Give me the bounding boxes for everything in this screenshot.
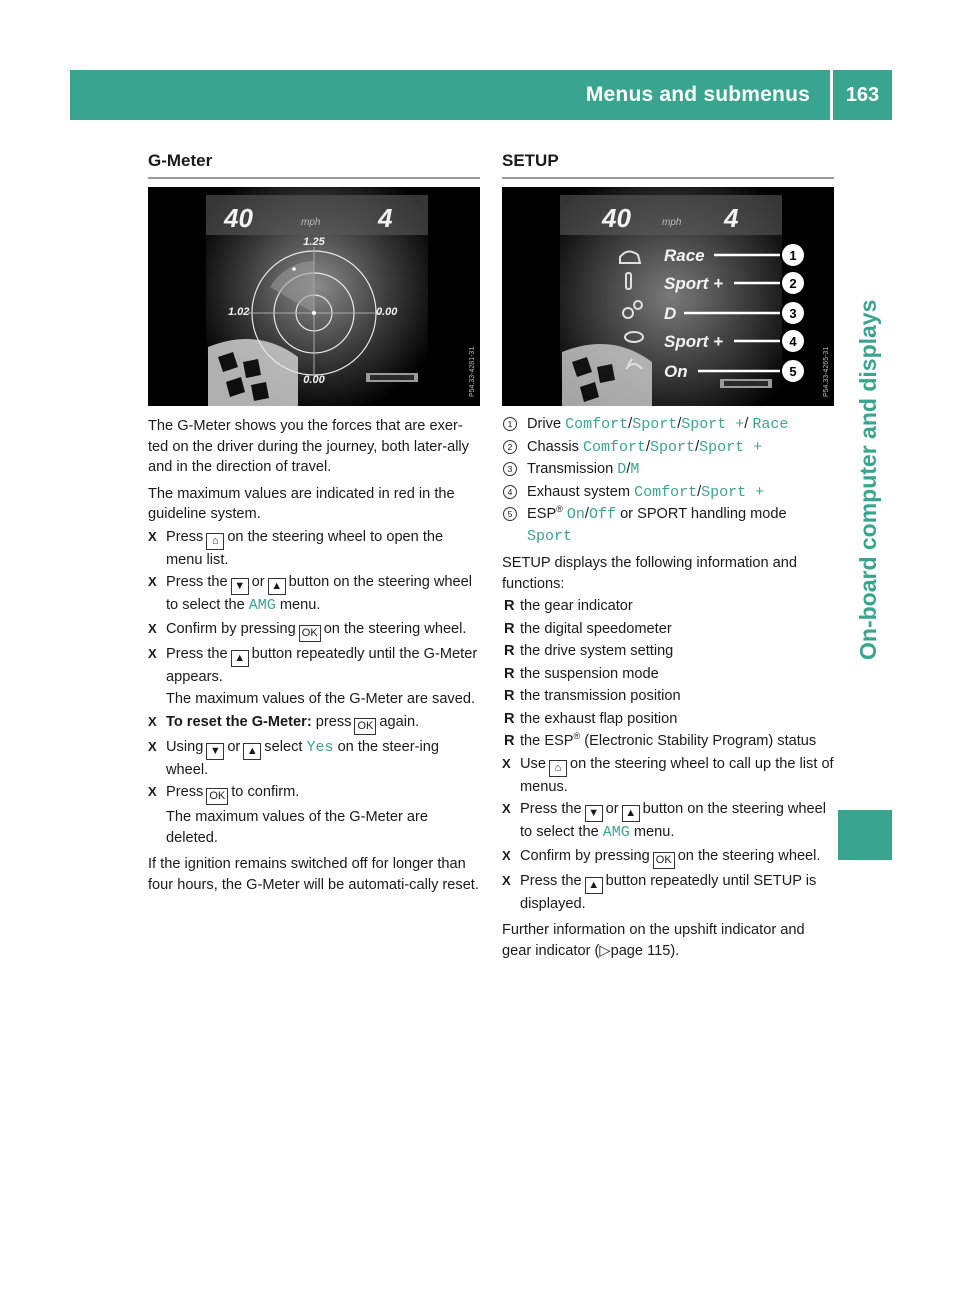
separator: /	[626, 461, 631, 477]
bullet-text: the suspension mode	[520, 665, 659, 682]
legend-label: Exhaust system	[527, 483, 631, 500]
legend-text: or SPORT handling mode	[620, 506, 787, 522]
section-title: Menus and submenus	[585, 83, 810, 106]
option: D	[617, 461, 627, 478]
checkered-flag-graphic	[208, 339, 298, 406]
step-arrow-icon: X	[502, 872, 511, 888]
callout-number: 5	[789, 364, 797, 379]
step-arrow-icon: X	[502, 847, 511, 863]
page-reference-link[interactable]: page 115).	[610, 942, 680, 959]
separator: /	[645, 438, 651, 455]
step-text: button repeatedly until SETUP is displayed.	[520, 872, 817, 912]
gear-readout: 4	[724, 203, 739, 233]
step-arrow-icon: X	[148, 620, 157, 636]
callout-number: 2	[789, 276, 797, 291]
option: On	[566, 506, 585, 523]
step-text: to confirm.	[231, 784, 300, 800]
separator: /	[677, 416, 682, 432]
step-item	[502, 871, 834, 915]
number-badge: 4	[503, 485, 517, 499]
legend-label: Chassis	[527, 438, 579, 455]
step-text: select	[264, 738, 303, 755]
speed-unit: mph	[301, 217, 321, 228]
ok-button-icon: OK	[354, 718, 376, 735]
legend-item-drive	[502, 414, 834, 436]
amg-logo	[720, 379, 772, 388]
setup-row-transmission: D	[664, 304, 677, 323]
number-badge: 3	[503, 462, 517, 476]
g-meter-intro: The G-Meter shows you the forces that are exer-ted on the driver during the journey, both later-ally and in the direction of travel.	[148, 418, 469, 475]
bullet-text: the digital speedometer	[520, 620, 672, 637]
step-text: on the steer-ing wheel.	[166, 738, 439, 778]
step-arrow-icon: X	[148, 738, 157, 754]
step-label: To reset the G-Meter:	[166, 713, 312, 730]
step-text: Press the	[520, 801, 582, 817]
down-button-icon: ▼	[585, 805, 603, 822]
g-meter-figure	[148, 187, 480, 406]
up-button-icon: ▲	[585, 877, 603, 894]
bullet-icon: R	[504, 665, 515, 682]
setup-figure	[502, 187, 834, 406]
option: Comfort	[565, 416, 629, 433]
speed-readout: 40	[224, 203, 253, 233]
g-value-top: 1.25	[303, 236, 325, 248]
bullet-item	[502, 731, 834, 752]
figure-code: P54.33-4281-31	[469, 346, 476, 397]
step-text: Confirm by pressing	[520, 847, 650, 864]
step-item	[502, 799, 834, 844]
registered-mark: ®	[573, 731, 581, 742]
bullet-text: the exhaust flap position	[520, 710, 678, 727]
speed-readout: 40	[602, 203, 631, 233]
page-number: 163	[845, 84, 880, 106]
bullet-text: the ESP	[520, 733, 574, 749]
step-item	[148, 782, 480, 848]
figure-code: P54.33-4265-31	[823, 346, 830, 397]
step-text: menu.	[633, 824, 675, 840]
step-text: or	[227, 738, 241, 755]
home-button-icon: ⌂	[206, 533, 224, 550]
option: Sport +	[699, 438, 763, 456]
g-meter-section	[148, 150, 480, 895]
option: M	[630, 461, 640, 478]
down-button-icon: ▼	[231, 578, 249, 595]
bullet-item	[502, 641, 834, 662]
step-item	[148, 712, 480, 735]
g-value-bottom: 0.00	[303, 374, 325, 386]
g-value-right: 0.00	[376, 306, 398, 318]
legend-item-esp	[502, 504, 834, 547]
setup-row-drive: Race	[664, 246, 705, 265]
step-text: again.	[379, 713, 420, 730]
menu-name: AMG	[602, 824, 630, 841]
step-text: on the steering wheel to call up the list of menus.	[520, 755, 834, 795]
separator: /	[584, 506, 589, 522]
g-value-left: 1.02	[228, 306, 250, 318]
bullet-text: (Electronic Stability Program) status	[584, 733, 817, 749]
step-text: menu.	[279, 597, 321, 613]
step-item	[502, 754, 834, 798]
setup-row-exhaust: Sport +	[664, 332, 724, 351]
step-text: button on the steering wheel to select the	[166, 574, 473, 613]
step-text: Press	[166, 528, 204, 545]
step-arrow-icon: X	[148, 645, 157, 661]
gear-readout: 4	[378, 203, 393, 233]
number-badge: 1	[503, 417, 517, 431]
step-item	[148, 619, 480, 642]
number-badge: 5	[503, 507, 517, 521]
up-button-icon: ▲	[622, 805, 640, 822]
header-bar	[70, 70, 892, 120]
heading-rule	[502, 177, 834, 179]
setup-row-chassis: Sport +	[664, 274, 724, 293]
ok-button-icon: OK	[206, 788, 228, 805]
option: Sport +	[701, 483, 765, 501]
step-text: Press the	[166, 645, 228, 662]
g-meter-display	[148, 187, 480, 406]
step-item	[148, 737, 480, 781]
setup-display	[502, 187, 834, 406]
bullet-item	[502, 596, 834, 617]
up-button-icon: ▲	[268, 578, 286, 595]
option: Sport	[527, 527, 573, 545]
bullet-icon: R	[504, 733, 515, 749]
step-text: or	[251, 574, 265, 590]
speed-unit: mph	[662, 217, 682, 228]
step-text: on the steering wheel to open the menu list.	[166, 528, 444, 568]
legend-label: Transmission	[527, 461, 614, 477]
separator: /	[697, 483, 702, 500]
bullet-item	[502, 709, 834, 730]
legend-item-chassis	[502, 437, 834, 459]
legend-item-transmission	[502, 459, 834, 481]
down-button-icon: ▼	[206, 743, 224, 760]
home-button-icon: ⌂	[549, 760, 567, 777]
step-arrow-icon: X	[502, 755, 511, 771]
step-result: The maximum values of the G-Meter are deleted.	[166, 809, 428, 846]
ok-button-icon: OK	[653, 852, 675, 869]
g-meter-heading: G-Meter	[148, 151, 213, 170]
option: Race	[752, 416, 789, 433]
step-result: The maximum values of the G-Meter are saved.	[166, 691, 476, 707]
page-ref-arrow-icon: ▷	[599, 942, 611, 959]
option-yes: Yes	[306, 738, 334, 756]
bullet-icon: R	[504, 688, 515, 704]
step-text: button on the steering wheel to select the	[520, 801, 827, 840]
step-text: Press the	[166, 574, 228, 590]
setup-row-esp: On	[664, 362, 688, 381]
step-text: Using	[166, 738, 204, 755]
option: Comfort	[634, 483, 698, 501]
g-meter-reset-note: If the ignition remains switched off for longer than four hours, the G-Meter will be automati-cally reset.	[148, 856, 479, 893]
step-text: on the steering wheel.	[677, 847, 821, 864]
setup-further-info	[502, 920, 834, 961]
setup-section	[502, 150, 834, 961]
separator: /	[695, 438, 700, 455]
step-arrow-icon: X	[148, 528, 157, 544]
ok-button-icon: OK	[299, 625, 321, 642]
number-badge: 2	[503, 440, 517, 454]
step-text: Press	[166, 784, 204, 800]
setup-legend	[502, 414, 834, 547]
option: Sport +	[681, 416, 745, 433]
legend-item-exhaust	[502, 482, 834, 504]
step-arrow-icon: X	[148, 713, 157, 729]
bullet-item	[502, 664, 834, 685]
g-meter-intro-2: The maximum values are indicated in red in the guideline system.	[148, 485, 455, 522]
top-bar	[560, 195, 782, 235]
bullet-text: the gear indicator	[520, 598, 633, 614]
up-button-icon: ▲	[243, 743, 261, 760]
callout-number: 4	[789, 334, 797, 349]
bullet-icon: R	[504, 620, 515, 637]
step-item	[148, 527, 480, 571]
setup-heading: SETUP	[502, 151, 559, 170]
chapter-tab-block	[838, 810, 892, 860]
step-item	[148, 644, 480, 710]
up-button-icon: ▲	[231, 650, 249, 667]
bullet-icon: R	[504, 598, 515, 614]
separator: /	[628, 416, 633, 432]
callout-number: 1	[789, 248, 797, 263]
step-item	[148, 572, 480, 617]
info-text: Further information on the upshift indicator and gear indicator (	[502, 922, 805, 959]
step-text: Confirm by pressing	[166, 620, 296, 637]
step-text: Use	[520, 755, 546, 772]
bullet-icon: R	[504, 710, 515, 727]
bullet-text: the transmission position	[520, 688, 681, 704]
separator: /	[744, 416, 749, 432]
step-arrow-icon: X	[148, 784, 157, 799]
step-text: or	[605, 801, 619, 817]
chapter-tab-label: On-board computer and displays	[855, 299, 881, 660]
bullet-text: the drive system setting	[520, 643, 674, 659]
step-arrow-icon: X	[502, 801, 511, 816]
amg-logo	[366, 373, 418, 382]
legend-label: ESP	[527, 506, 557, 522]
option: Off	[588, 506, 616, 523]
option: Comfort	[582, 438, 646, 456]
setup-intro: SETUP displays the following information and functions:	[502, 555, 798, 592]
step-item	[502, 846, 834, 869]
step-text: button repeatedly until the G-Meter appears.	[166, 645, 478, 685]
option: Sport	[632, 416, 678, 433]
legend-label: Drive	[527, 416, 562, 432]
step-text: Press the	[520, 872, 582, 889]
menu-name: AMG	[248, 597, 276, 614]
step-arrow-icon: X	[148, 574, 157, 589]
bullet-icon: R	[504, 643, 515, 659]
heading-rule	[148, 177, 480, 179]
option: Sport	[650, 438, 696, 456]
callout-number: 3	[789, 306, 797, 321]
step-text: press	[315, 713, 352, 730]
registered-mark: ®	[556, 504, 563, 515]
bullet-item	[502, 686, 834, 707]
step-text: on the steering wheel.	[323, 620, 467, 637]
bullet-item	[502, 619, 834, 640]
